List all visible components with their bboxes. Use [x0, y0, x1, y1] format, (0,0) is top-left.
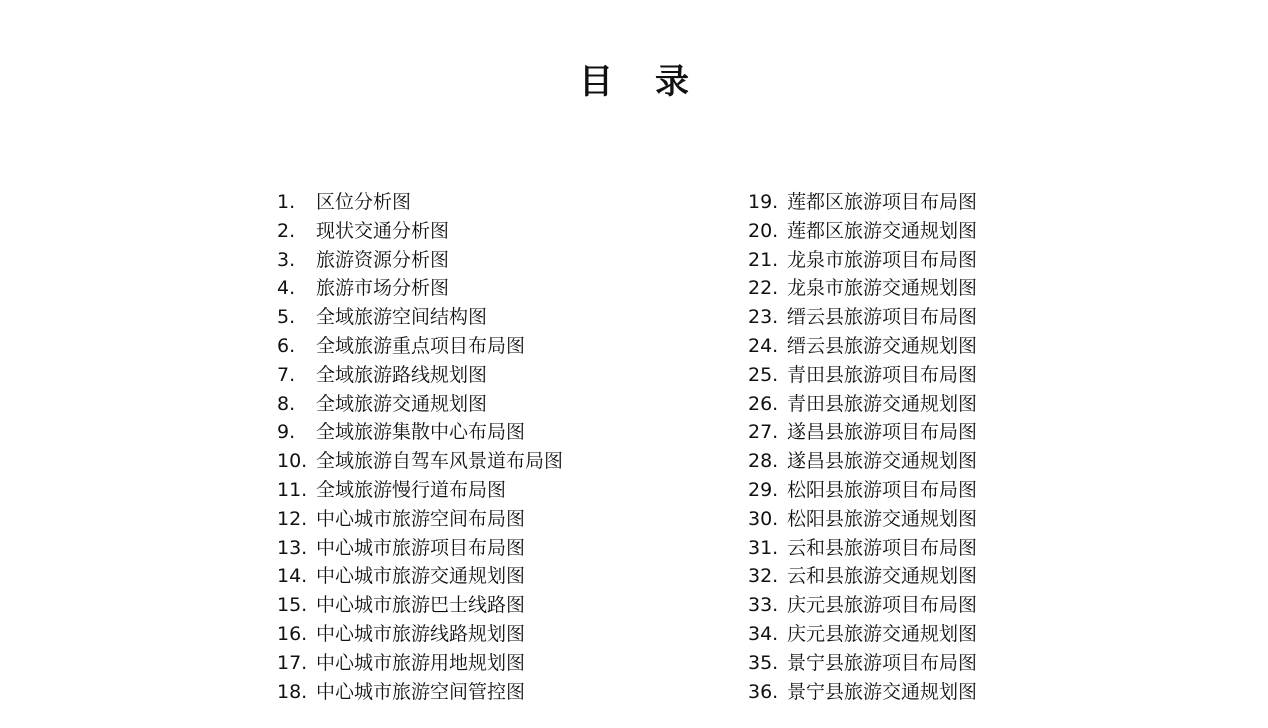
toc-item-label: 全域旅游自驾车风景道布局图	[316, 450, 564, 473]
toc-right-column	[748, 188, 1188, 706]
toc-item-label: 缙云县旅游项目布局图	[787, 306, 978, 329]
toc-item-label: 旅游资源分析图	[316, 248, 450, 271]
toc-item	[748, 591, 1188, 620]
toc-item	[277, 418, 697, 447]
toc-item-number: 31.	[748, 536, 779, 559]
toc-item-label: 青田县旅游项目布局图	[787, 363, 978, 386]
toc-item-label: 云和县旅游项目布局图	[787, 536, 978, 559]
toc-item-number: 13.	[277, 536, 308, 559]
toc-item-label: 全域旅游空间结构图	[316, 306, 488, 329]
toc-item-number: 14.	[277, 565, 308, 588]
toc-item	[748, 246, 1188, 275]
toc-item-label: 松阳县旅游交通规划图	[787, 507, 978, 530]
toc-item-label: 中心城市旅游空间布局图	[316, 507, 526, 530]
toc-item-label: 中心城市旅游用地规划图	[316, 651, 526, 674]
toc-item-label: 全域旅游交通规划图	[316, 392, 488, 415]
toc-item-number: 23.	[748, 306, 779, 329]
toc-item	[277, 390, 697, 419]
toc-item-number: 1.	[277, 191, 296, 213]
toc-item-label: 中心城市旅游巴士线路图	[316, 594, 526, 617]
toc-item	[277, 591, 697, 620]
toc-item	[277, 649, 697, 678]
toc-item	[277, 246, 697, 275]
toc-item-label: 遂昌县旅游交通规划图	[787, 450, 978, 473]
toc-item-number: 4.	[277, 277, 296, 300]
toc-item-label: 龙泉市旅游交通规划图	[787, 277, 978, 300]
toc-item-number: 36.	[748, 680, 779, 703]
toc-item-number: 21.	[748, 248, 779, 271]
toc-item	[277, 620, 697, 649]
toc-item-number: 6.	[277, 334, 296, 357]
toc-item-number: 7.	[277, 363, 296, 386]
toc-item	[748, 534, 1188, 563]
toc-item	[748, 274, 1188, 303]
toc-item	[277, 447, 697, 476]
toc-item-number: 28.	[748, 450, 779, 473]
toc-item-label: 云和县旅游交通规划图	[787, 565, 978, 588]
toc-item	[748, 678, 1188, 707]
toc-item-label: 中心城市旅游空间管控图	[316, 680, 526, 703]
toc-item-label: 松阳县旅游项目布局图	[787, 478, 978, 501]
toc-item	[277, 332, 697, 361]
toc-item	[277, 534, 697, 563]
toc-item-number: 26.	[748, 392, 779, 415]
toc-item-number: 33.	[748, 594, 779, 617]
toc-item-label: 莲都区旅游交通规划图	[787, 219, 978, 242]
toc-item-label: 全域旅游重点项目布局图	[316, 334, 526, 357]
toc-item	[748, 390, 1188, 419]
toc-item	[748, 649, 1188, 678]
toc-item	[277, 361, 697, 390]
toc-item-number: 15.	[277, 594, 308, 617]
toc-item-number: 16.	[277, 622, 308, 645]
toc-item-number: 29.	[748, 478, 779, 501]
toc-item-number: 25.	[748, 363, 779, 386]
toc-item	[277, 476, 697, 505]
toc-item	[277, 505, 697, 534]
toc-item	[277, 303, 697, 332]
toc-item-label: 莲都区旅游项目布局图	[787, 191, 978, 213]
toc-left-column	[277, 188, 697, 706]
toc-item-number: 20.	[748, 219, 779, 242]
toc-item-label: 青田县旅游交通规划图	[787, 392, 978, 415]
toc-item	[748, 418, 1188, 447]
toc-item	[748, 332, 1188, 361]
toc-item-label: 全域旅游路线规划图	[316, 363, 488, 386]
toc-item-label: 中心城市旅游线路规划图	[316, 622, 526, 645]
toc-item	[748, 361, 1188, 390]
toc-item-label: 全域旅游集散中心布局图	[316, 421, 526, 444]
toc-item-label: 中心城市旅游交通规划图	[316, 565, 526, 588]
toc-item-label: 庆元县旅游交通规划图	[787, 622, 978, 645]
toc-item-number: 17.	[277, 651, 308, 674]
toc-item-label: 旅游市场分析图	[316, 277, 450, 300]
toc-item-number: 11.	[277, 478, 308, 501]
toc-item-number: 9.	[277, 421, 296, 444]
toc-item-label: 庆元县旅游项目布局图	[787, 594, 978, 617]
toc-item-label: 缙云县旅游交通规划图	[787, 334, 978, 357]
toc-item	[748, 217, 1188, 246]
toc-item-label: 龙泉市旅游项目布局图	[787, 248, 978, 271]
toc-item-number: 22.	[748, 277, 779, 300]
toc-item	[277, 217, 697, 246]
toc-item-number: 30.	[748, 507, 779, 530]
toc-item	[748, 447, 1188, 476]
toc-item-number: 12.	[277, 507, 308, 530]
toc-item-number: 8.	[277, 392, 296, 415]
toc-item	[277, 274, 697, 303]
toc-item	[748, 303, 1188, 332]
toc-item-label: 景宁县旅游项目布局图	[787, 651, 978, 674]
toc-item-number: 2.	[277, 219, 296, 242]
toc-item-label: 区位分析图	[316, 191, 412, 213]
toc-item-number: 35.	[748, 651, 779, 674]
toc-item-number: 27.	[748, 421, 779, 444]
toc-item	[748, 620, 1188, 649]
page-title-char-1: 目	[579, 61, 613, 102]
toc-item-label: 现状交通分析图	[316, 219, 450, 242]
toc-item-number: 18.	[277, 680, 308, 703]
toc-item-label: 景宁县旅游交通规划图	[787, 680, 978, 703]
toc-item-number: 5.	[277, 306, 296, 329]
page-title-char-2: 录	[655, 61, 689, 102]
toc-item	[277, 678, 697, 707]
toc-item-label: 全域旅游慢行道布局图	[316, 478, 507, 501]
toc-item	[277, 188, 697, 217]
toc-item-number: 3.	[277, 248, 296, 271]
toc-item-label: 中心城市旅游项目布局图	[316, 536, 526, 559]
toc-item	[748, 476, 1188, 505]
toc-item	[277, 562, 697, 591]
toc-item	[748, 188, 1188, 217]
toc-item-number: 10.	[277, 450, 308, 473]
toc-item-number: 32.	[748, 565, 779, 588]
toc-item-label: 遂昌县旅游项目布局图	[787, 421, 978, 444]
page-title	[0, 59, 1268, 105]
toc-item	[748, 562, 1188, 591]
toc-item	[748, 505, 1188, 534]
toc-item-number: 34.	[748, 622, 779, 645]
toc-item-number: 19.	[748, 191, 779, 213]
toc-item-number: 24.	[748, 334, 779, 357]
